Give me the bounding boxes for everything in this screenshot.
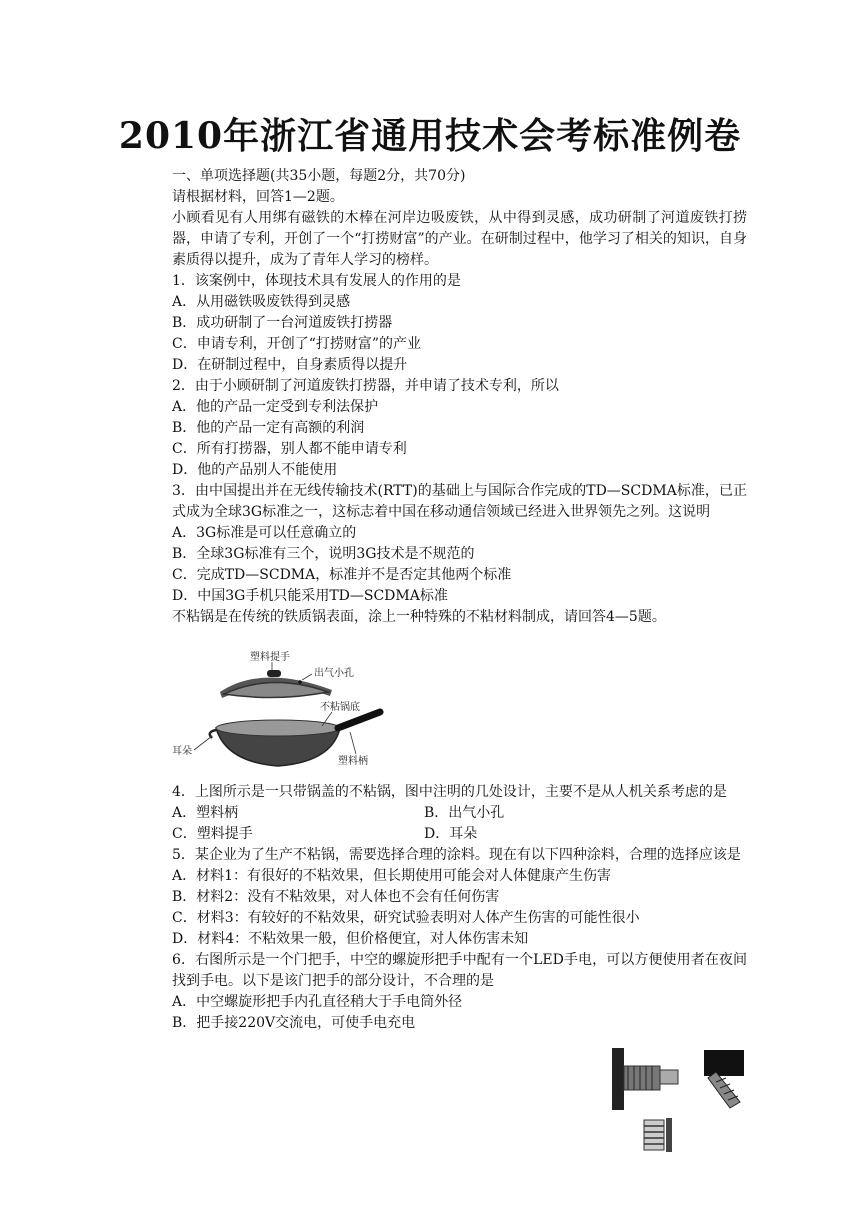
option-row: [172, 824, 747, 845]
pan-rim-shape: [216, 720, 340, 736]
exam-content: [172, 166, 747, 1034]
option-a: A．3G标准是可以任意确立的: [172, 525, 357, 541]
option-d: D．耳朵: [424, 826, 478, 842]
material-text: 不粘锅是在传统的铁质锅表面，涂上一种特殊的不粘材料制成，请回答4—5题。: [172, 609, 666, 625]
option-b: B．他的产品一定有高额的利润: [172, 420, 365, 436]
question-stem: 4．上图所示是一只带锅盖的不粘锅，图中注明的几处设计，主要不是从人机关系考虑的是: [172, 784, 727, 800]
label-plastic-handle: 塑料柄: [338, 756, 368, 767]
option-row: [172, 803, 747, 824]
question-stem: 1．该案例中，体现技术具有发展人的作用的是: [172, 273, 461, 289]
option-b: B．成功研制了一台河道废铁打捞器: [172, 315, 393, 331]
led-stick-shape: [666, 1118, 672, 1152]
question-stem: 2．由于小顾研制了河道废铁打捞器，并申请了技术专利，所以: [172, 378, 559, 394]
flashlight-shape: [660, 1070, 678, 1084]
leader-line: [302, 674, 312, 680]
label-nonstick-bottom: 不粘锅底: [320, 702, 360, 713]
option-c: C．塑料提手: [172, 826, 253, 842]
label-pan-ear: 耳朵: [172, 746, 192, 757]
pan-handle-shape: [338, 712, 380, 728]
option-d: D．在研制过程中，自身素质得以提升: [172, 357, 408, 373]
option-a: A．中空螺旋形把手内孔直径稍大于手电筒外径: [172, 994, 463, 1010]
option-c: C．所有打捞器，别人都不能申请专利: [172, 441, 407, 457]
option-b: B．全球3G标准有三个，说明3G技术是不规范的: [172, 546, 475, 562]
option-a: A．塑料柄: [172, 805, 239, 821]
angled-handle-shape: [708, 1072, 740, 1108]
option-b: B．把手接220V交流电，可使手电充电: [172, 1015, 416, 1031]
option-b: B．材料2：没有不粘效果，对人体也不会有任何伤害: [172, 889, 500, 905]
option-b: B．出气小孔: [424, 805, 505, 821]
option-d: D．他的产品别人不能使用: [172, 462, 338, 478]
door-plate-shape: [612, 1048, 624, 1110]
option-a: A．材料1：有很好的不粘效果，但长期使用可能会对人体健康产生伤害: [172, 868, 612, 884]
nonstick-pan-figure: [172, 650, 392, 774]
lid-knob-shape: [267, 670, 281, 677]
option-c: C．完成TD—SCDMA，标准并不是否定其他两个标准: [172, 567, 512, 583]
option-c: C．材料3：有较好的不粘效果，研究试验表明对人体产生伤害的可能性很小: [172, 910, 640, 926]
vent-hole-shape: [298, 680, 302, 684]
leader-line: [194, 736, 212, 750]
option-a: A．从用磁铁吸废铁得到灵感: [172, 294, 351, 310]
label-vent-hole: 出气小孔: [314, 668, 354, 679]
leader-line: [350, 732, 356, 754]
question-stem: 5．某企业为了生产不粘锅，需要选择合理的涂料。现在有以下四种涂料，合理的选择应该是: [172, 847, 741, 863]
page-title: 2010年浙江省通用技术会考标准例卷: [118, 115, 742, 157]
section-heading: 一、单项选择题(共35小题，每题2分，共70分): [172, 168, 466, 184]
material-intro: 请根据材料，回答1—2题。: [172, 189, 344, 205]
option-c: C．申请专利，开创了“打捞财富”的产业: [172, 336, 422, 352]
door-handle-figure: [608, 1048, 748, 1158]
option-d: D．中国3G手机只能采用TD—SCDMA标准: [172, 588, 448, 604]
label-plastic-lid-handle: 塑料提手: [250, 652, 290, 663]
question-stem: 6．右图所示是一个门把手，中空的螺旋形把手中配有一个LED手电，可以方便使用者在夜间找到手电。以下是该门把手的部分设计，不合理的是: [172, 952, 747, 989]
option-d: D．材料4：不粘效果一般，但价格便宜，对人体伤害未知: [172, 931, 529, 947]
option-a: A．他的产品一定受到专利法保护: [172, 399, 379, 415]
question-stem: 3．由中国提出并在无线传输技术(RTT)的基础上与国际合作完成的TD—SCDMA标准，已正式成为全球3G标准之一，这标志着中国在移动通信领域已经进入世界领先之列。这说明: [172, 483, 747, 520]
spiral-handle-shape: [624, 1066, 660, 1090]
material-text: 小顾看见有人用绑有磁铁的木棒在河岸边吸废铁，从中得到灵感，成功研制了河道废铁打捞器，申请了专利，开创了一个“打捞财富”的产业。在研制过程中，他学习了相关的知识，自身素质得以提升，成为了青年人学习的榜样。: [172, 210, 747, 268]
dark-plate-shape: [704, 1050, 744, 1076]
spiral-part-shape: [644, 1120, 664, 1150]
